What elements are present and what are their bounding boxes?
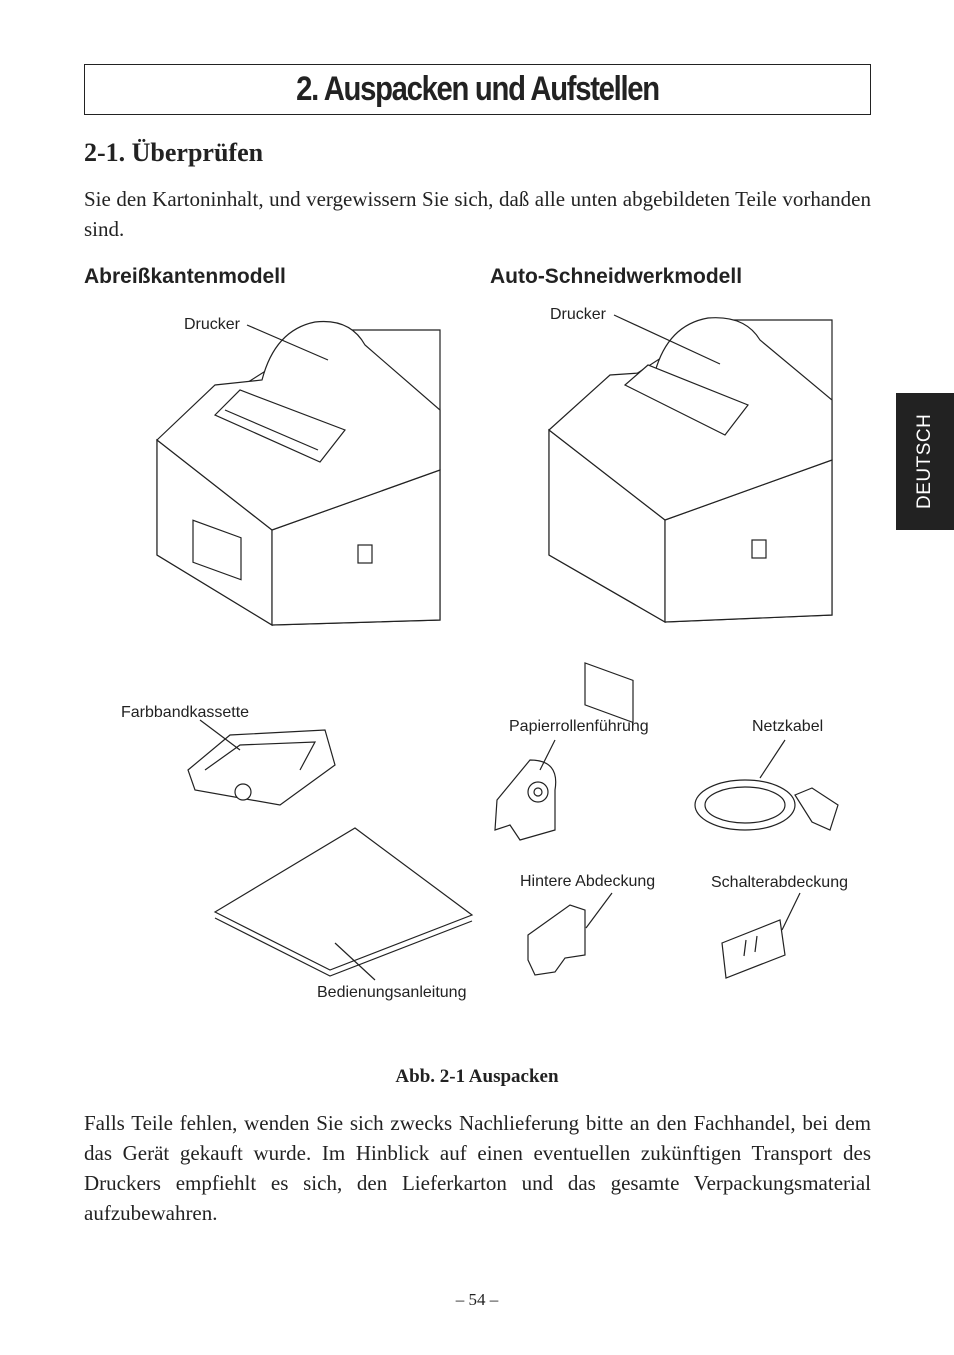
- ribbon-cassette-illustration: [188, 720, 335, 805]
- power-cable-illustration: [695, 740, 838, 830]
- label-power-cable: Netzkabel: [752, 718, 824, 735]
- printer-tear-bar-illustration: [157, 321, 440, 625]
- model-label-auto-cutter: Auto-Schneidwerkmodell: [490, 265, 743, 288]
- intro-paragraph: Sie den Kartoninhalt, und vergewissern Sie sich, daß alle unten abgebildeten Teile vorhanden sind.: [84, 187, 871, 241]
- page-number: – 54 –: [455, 1290, 499, 1309]
- label-switch-cover: Schalterabdeckung: [711, 874, 848, 891]
- manual-illustration: [215, 828, 472, 980]
- chapter-title: 2. Auspacken und Aufstellen: [296, 70, 659, 108]
- label-printer-right: Drucker: [550, 306, 607, 323]
- label-ribbon-cassette: Farbbandkassette: [121, 704, 250, 721]
- label-rear-cover: Hintere Abdeckung: [520, 873, 656, 890]
- label-paper-guide: Papierrollenführung: [509, 718, 649, 735]
- section-title: 2-1. Überprüfen: [84, 138, 264, 167]
- label-printer-left: Drucker: [184, 316, 241, 333]
- model-label-tear-bar: Abreißkantenmodell: [84, 265, 286, 288]
- figure-caption: Abb. 2-1 Auspacken: [395, 1066, 559, 1087]
- language-tab-label: DEUTSCH: [914, 413, 935, 510]
- switch-cover-illustration: [722, 893, 800, 978]
- rear-cover-illustration: [528, 893, 612, 975]
- closing-paragraph: Falls Teile fehlen, wenden Sie sich zwecks Nachlieferung bitte an den Fachhandel, bei dem das Gerät gekauft wurde. Im Hinblick auf einen eventuellen zukünftigen Transport des Druckers empfiehlt es sich, den Lieferkarton und das gesamte Verpackungsmaterial aufzubewahren.: [84, 1111, 871, 1225]
- printer-auto-cutter-illustration: [549, 315, 832, 722]
- paper-guide-illustration: [495, 740, 556, 840]
- label-manual: Bedienungsanleitung: [317, 984, 467, 1001]
